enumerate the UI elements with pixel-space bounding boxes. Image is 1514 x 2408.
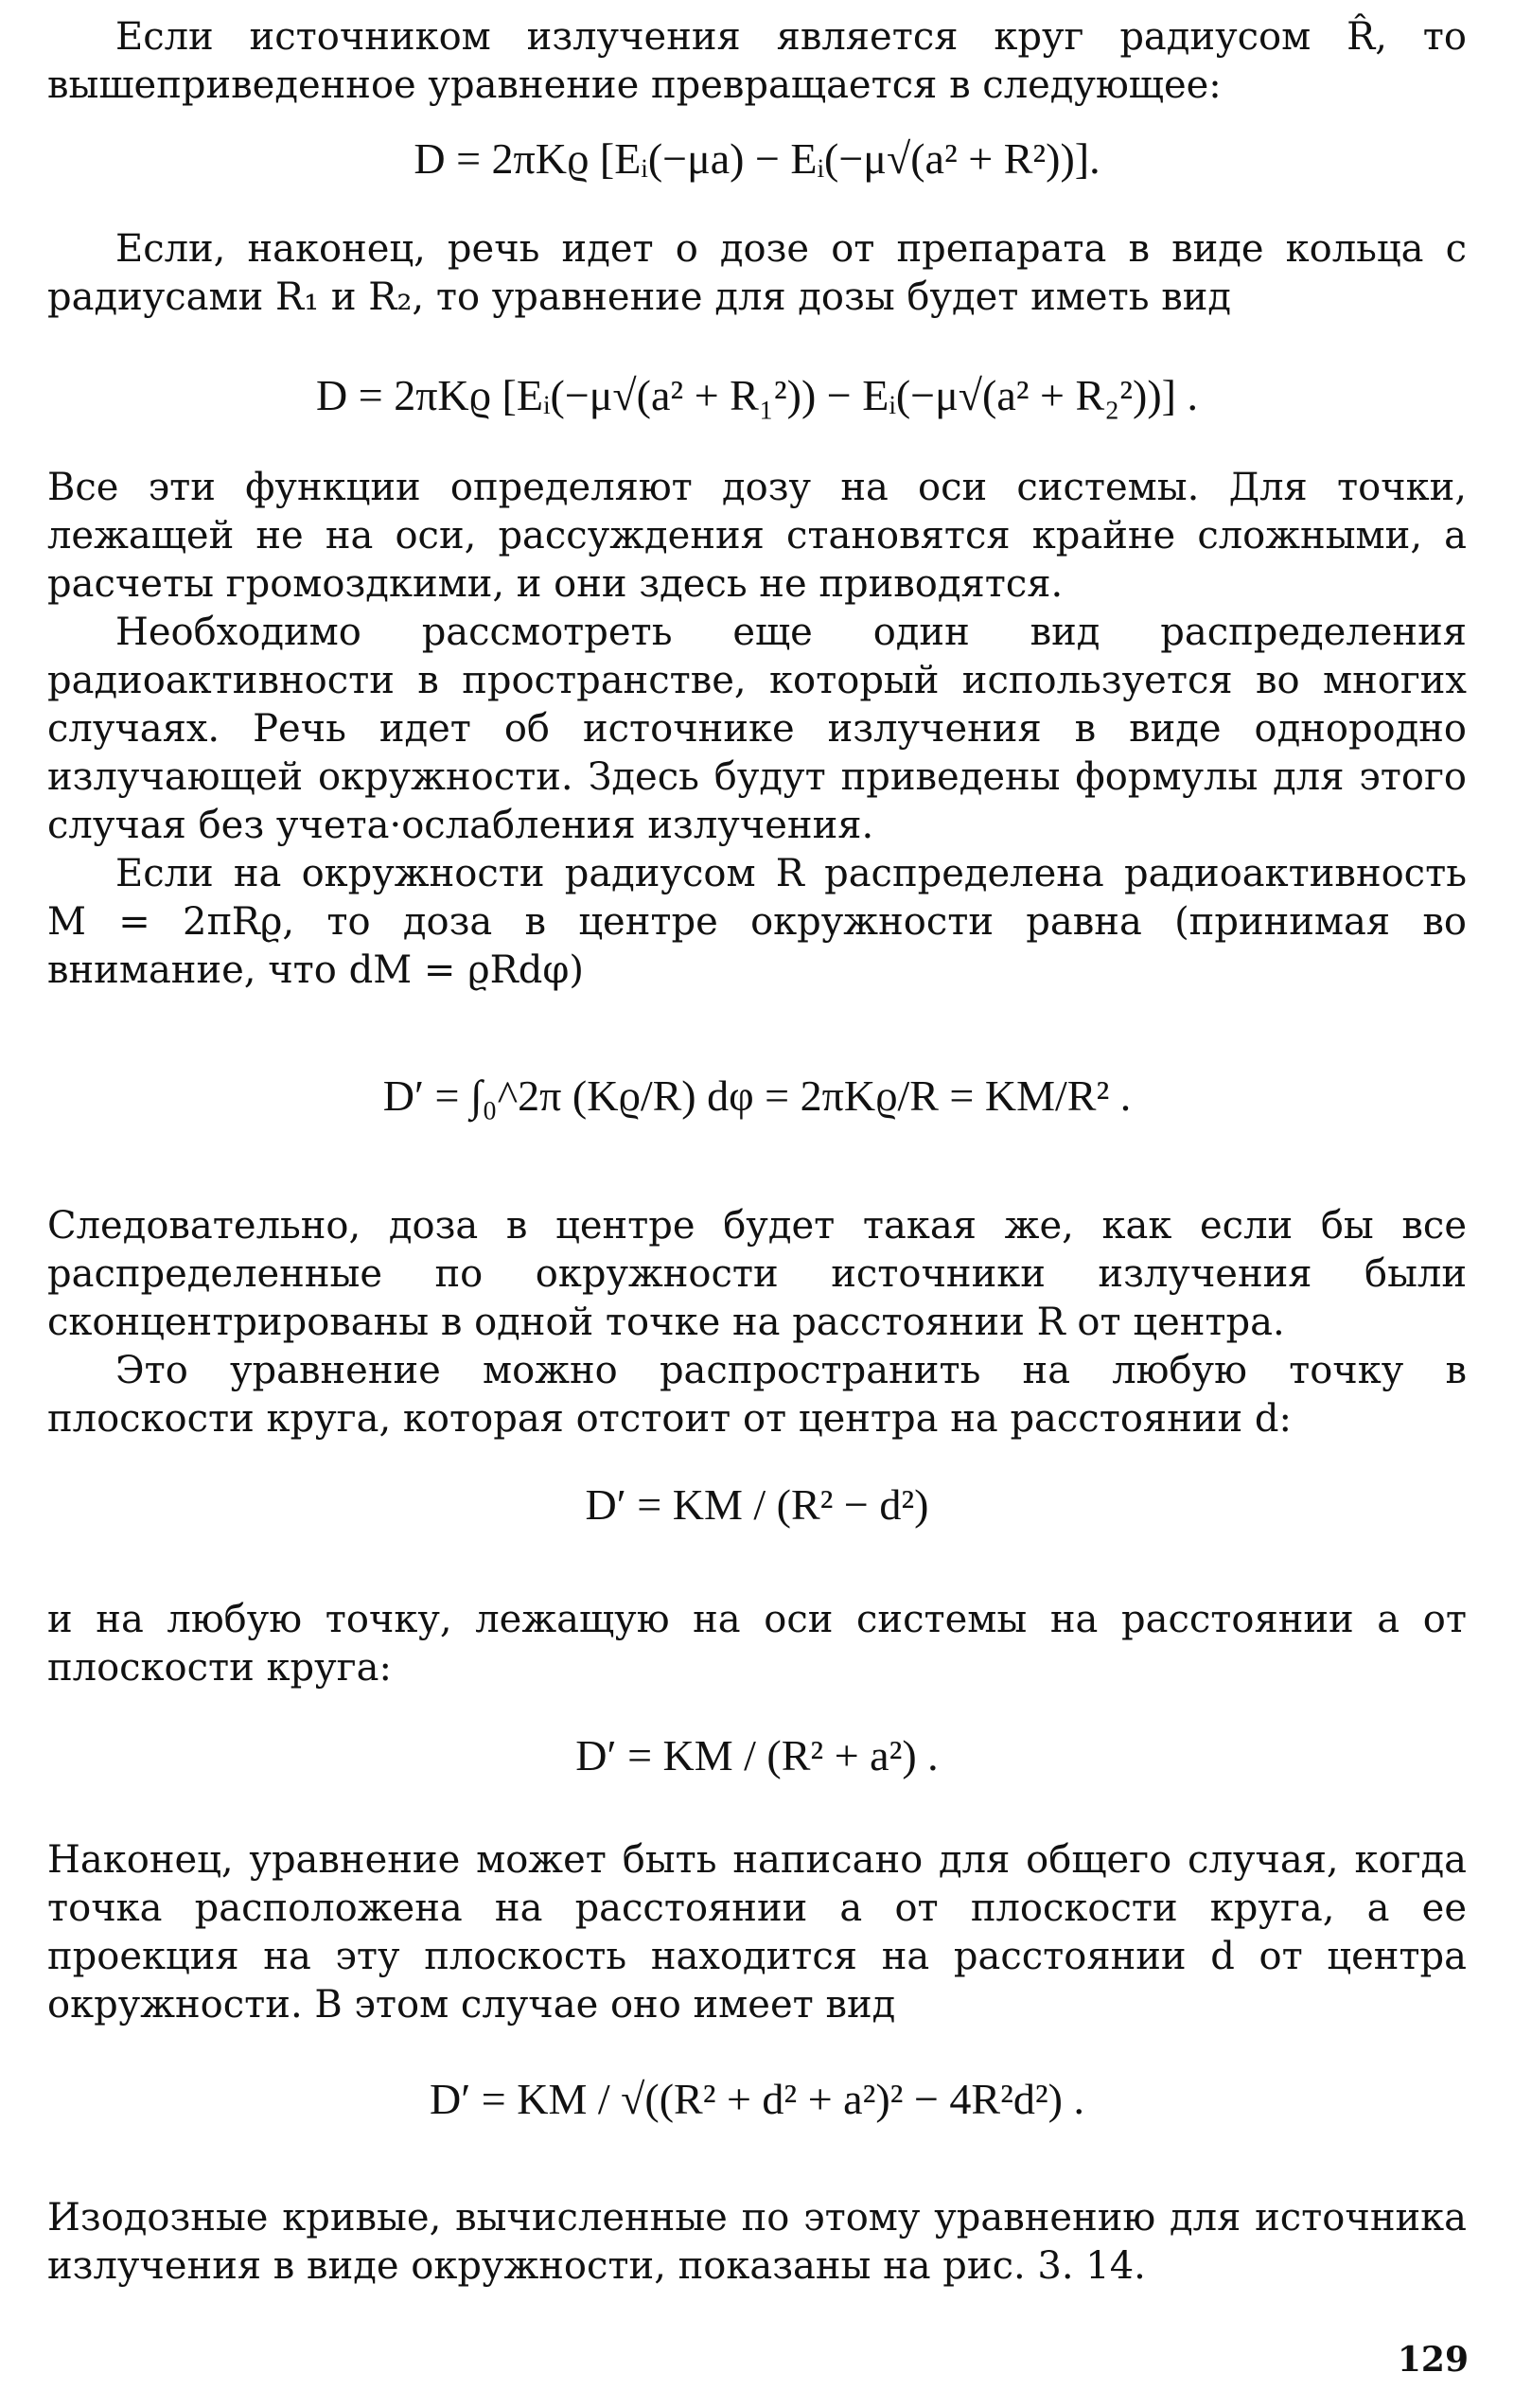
paragraph-axis-point: и на любую точку, лежащую на оси системы на расстоянии a от плоскости круга: [47,1598,1467,1690]
equation-plane-point: D′ = KM / (R² − d²) [585,1479,929,1529]
paragraph-general-case: Наконец, уравнение может быть написано для общего случая, когда точка расположена на расстоянии a от плоскости круга, а ее проекция на эту плоскость находится на расстоянии d от центра окружности. В этом случае оно имеет вид [47,1838,1467,2027]
equation-axis-point: D′ = KM / (R² + a²) . [575,1730,939,1779]
paragraph-center-dose: Если на окружности радиусом R распределена радиоактивность M = 2πRϱ, то доза в центре окружности равна (принимая во внимание, что dM = ϱRdφ) [47,852,1467,992]
paragraph-axis-dose: Все эти функции определяют дозу на оси системы. Для точки, лежащей не на оси, рассуждения становятся крайне сложными, а расчеты громоздкими, и они здесь не приводятся. [47,466,1467,606]
paragraph-circle-source: Если источником излучения является круг радиусом R̂, то вышеприведенное уравнение превращается в следующее: [47,15,1467,107]
page-number: 129 [1397,2340,1469,2380]
paragraph-consequence: Следовательно, доза в центре будет такая же, как если бы все распределенные по окружности источники излучения были сконцентрированы в одной точке на расстоянии R от центра. [47,1204,1467,1344]
equation-center-dose: D′ = ∫₀^2π (Kϱ/R) dφ = 2πKϱ/R = KM/R² . [382,1071,1132,1120]
equation-disc-dose: D = 2πKϱ [Eᵢ(−μa) − Eᵢ(−μ√(a² + R²))]. [414,133,1100,183]
paragraph-circumference-source: Необходимо рассмотреть еще один вид распределения радиоактивности в пространстве, который используется во многих случаях. Речь идет об источнике излучения в виде однородно излучающей окружности. Здесь будут приведены формулы для этого случая без учета·ослабления излучения. [47,611,1467,847]
equation-ring-dose: D = 2πKϱ [Eᵢ(−μ√(a² + R₁²)) − Eᵢ(−μ√(a² + R₂²))] . [316,370,1198,419]
paragraph-ring-source: Если, наконец, речь идет о дозе от препарата в виде кольца с радиусами R₁ и R₂, то уравнение для дозы будет иметь вид [47,227,1467,319]
paragraph-isodose-curves: Изодозные кривые, вычисленные по этому уравнению для источника излучения в виде окружности, показаны на рис. 3. 14. [47,2196,1467,2288]
paragraph-plane-point: Это уравнение можно распространить на любую точку в плоскости круга, которая отстоит от центра на расстоянии d: [47,1349,1467,1441]
equation-general-case: D′ = KM / √((R² + d² + a²)² − 4R²d²) . [430,2074,1084,2123]
